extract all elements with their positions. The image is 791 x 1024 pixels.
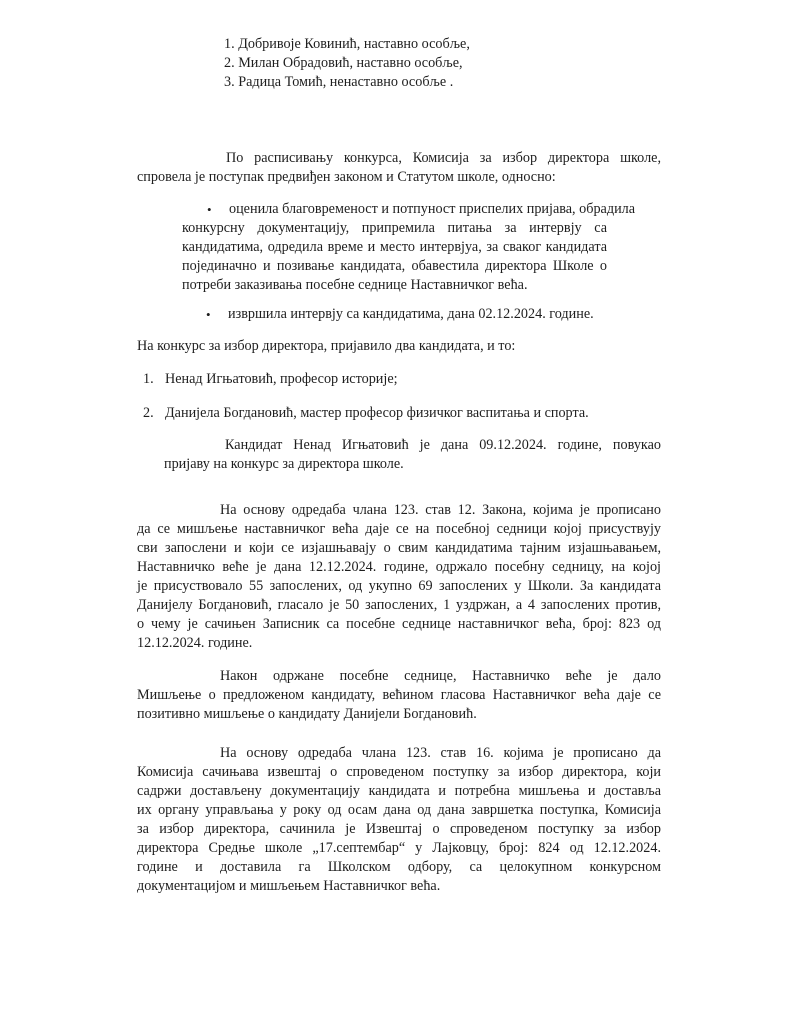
withdrawal-line-2: пријаву на конкурс за директора школе. [164,456,404,472]
candidate-1-text: Ненад Игњатовић, професор историје; [165,371,398,387]
bullet-evaluation-line-1: • оценила благовременост и потпуност приспелих пријава, обрадила [229,200,635,219]
withdrawal-line-1: Кандидат Ненад Игњатовић је дана 09.12.2024. године, повукао [225,437,661,453]
paragraph-procedure-line-1: По расписивању конкурса, Комисија за избор директора школе, [226,150,661,166]
opinion-line-3: позитивно мишљење о кандидату Данијели Богдановић. [137,706,477,722]
paragraph-procedure-line-2: спровела је поступак предвиђен законом и Статутом школе, односно: [137,169,556,185]
opinion-line-1: Након одржане посебне седнице, Наставничко веће је дало [220,668,661,684]
candidate-2-number: 2. [143,405,154,421]
bullet-evaluation-line-4: појединачно и позивање кандидата, обавестила директора Школе о [182,258,607,274]
vote-line-8: 12.12.2024. године. [137,635,253,651]
report-line-7: године и доставила га Школском одбору, са целокупном конкурсном [137,859,661,875]
report-line-4: их органу управљања у року од осам дана од дана завршетка поступка, Комисија [137,802,661,818]
bullet-evaluation-line-3: кандидатима, одредила време и место интервјуа, за сваког кандидата [182,239,607,255]
bullet-evaluation-line-2: конкурсну документацију, припремила питања за интервју са [182,220,607,236]
report-line-1: На основу одредаба члана 123. став 16. којима је прописано да [220,745,661,761]
vote-line-7: о чему је сачињен Записник са посебне седнице наставничког већа, број: 823 од [137,616,661,632]
vote-line-6: Данијелу Богдановић, гласало је 50 запослених, 1 уздржан, а 4 запослених против, [137,597,661,613]
report-line-3: садржи достављену документацију кандидата и потребна мишљења и доставља [137,783,661,799]
committee-member-3: 3. Радица Томић, ненаставно особље . [224,74,454,90]
bullet-evaluation-line-5: потреби заказивања посебне седнице Наставничког већа. [182,277,528,293]
vote-line-1: На основу одредаба члана 123. став 12. Закона, којима је прописано [220,502,661,518]
candidates-intro: На конкурс за избор директора, пријавило два кандидата, и то: [137,338,516,354]
committee-member-2: 2. Милан Обрадовић, наставно особље, [224,55,463,71]
vote-line-5: је присуствовало 55 запослених, од укупно 69 запослених у Школи. За кандидата [137,578,661,594]
vote-line-3: сви запослени и који се изјашњавају о свим кандидатима тајним изјашњавањем, [137,540,661,556]
report-line-2: Комисија сачињава извештај о спроведеном поступку за избор директора, који [137,764,661,780]
report-line-8: документацијом и мишљењем Наставничког већа. [137,878,441,894]
opinion-line-2: Мишљење о предложеном кандидату, већином гласова Наставничког већа даје се [137,687,661,703]
bullet-interview: • извршила интервју са кандидатима, дана 02.12.2024. године. [228,305,594,324]
vote-line-4: Наставничко веће је дана 12.12.2024. године, одржало посебну седницу, на којој [137,559,661,575]
report-line-6: директора Средње школе „17.септембар“ у Лајковцу, број: 824 од 12.12.2024. [137,840,661,856]
candidate-2-text: Данијела Богдановић, мастер професор физичког васпитања и спорта. [165,405,589,421]
committee-member-1: 1. Добривоје Ковинић, наставно особље, [224,36,470,52]
candidate-1-number: 1. [143,371,154,387]
vote-line-2: да се мишљење наставничког већа даје се на посебној седници којој присуствују [137,521,661,537]
report-line-5: за избор директора, сачинила је Извештај о спроведеном поступку за избор [137,821,661,837]
